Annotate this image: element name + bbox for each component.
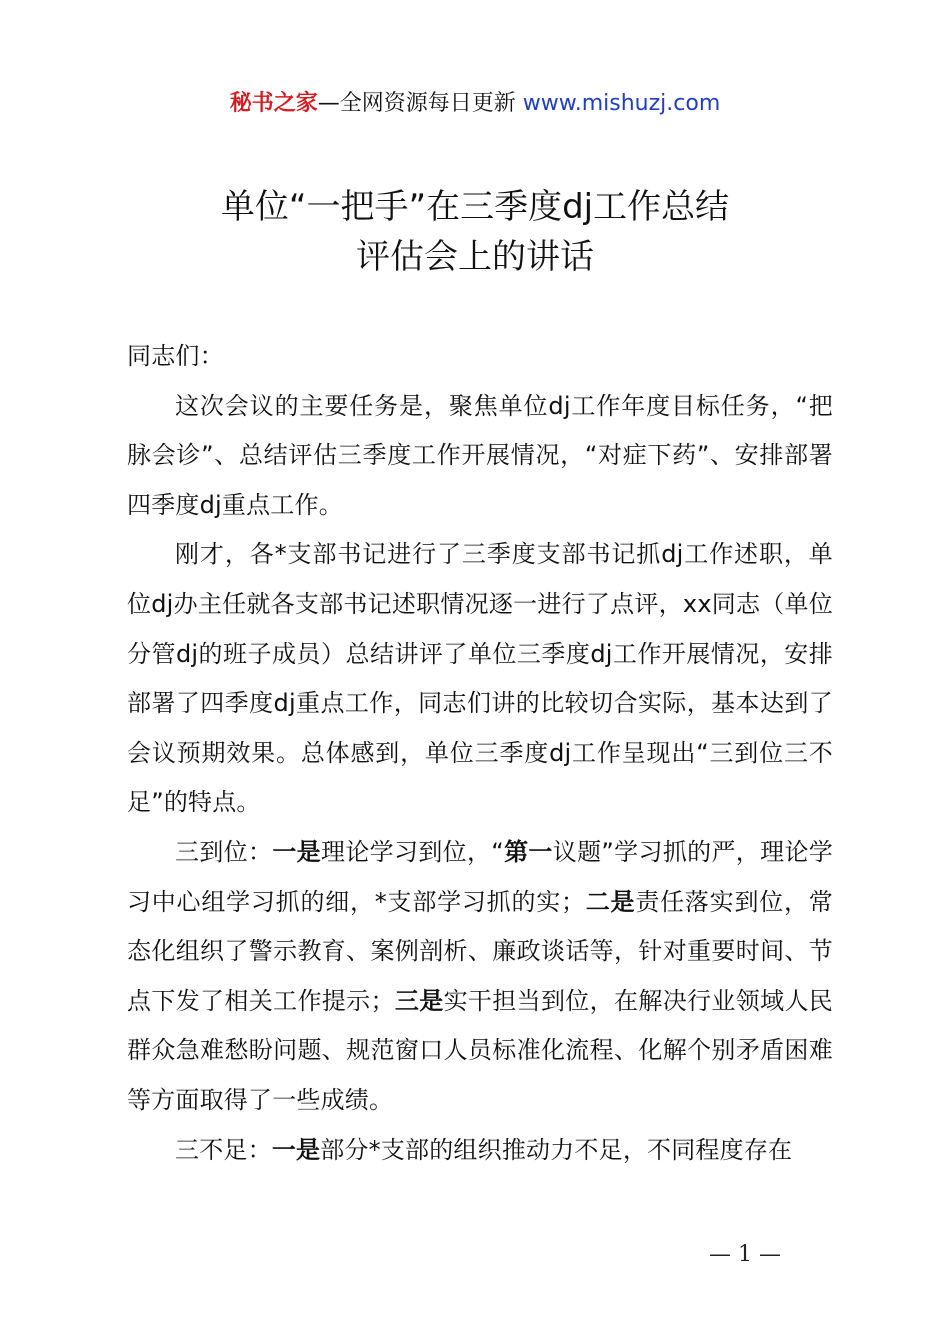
paragraph-4-text-1: 部分*支部的组织推动力不足，不同程度存在 (320, 1135, 793, 1164)
document-body (127, 332, 833, 1175)
paragraph-4-lead: 三不足： (175, 1135, 272, 1164)
paragraph-3-text-4: 实干担当到位，在解决行业领域人民群众急难愁盼问题、规范窗口人员标准化流程、化解个别矛盾困难等方面取得了一些成绩。 (127, 986, 834, 1114)
paragraph-2: 刚才，各*支部书记进行了三季度支部书记抓dj工作述职，单位dj办主任就各支部书记述职情况逐一进行了点评，xx同志（单位分管dj的班子成员）总结讲评了单位三季度dj工作开展情况，安排部署了四季度dj重点工作，同志们讲的比较切合实际，基本达到了会议预期效果。总体感到，单位三季度dj工作呈现出“三到位三不足”的特点。 (127, 540, 833, 817)
paragraph-3-bold-3: 二是 (585, 887, 636, 916)
site-slogan: —全网资源每日更新 (317, 91, 516, 116)
document-title-line1: 单位“一把手”在三季度dj工作总结 (220, 187, 730, 227)
paragraph-3-lead: 三到位： (175, 837, 273, 866)
site-header (0, 88, 950, 120)
site-url-link[interactable]: www.mishuzj.com (522, 91, 721, 116)
paragraph-3-bold-4: 三是 (394, 986, 444, 1015)
paragraph-3 (127, 828, 833, 1126)
paragraph-4-bold-1: 一是 (271, 1135, 321, 1164)
paragraph-3-text-2: 议题”学习抓的严，理论学习中心组学习抓的细，*支部学习抓的实； (127, 837, 833, 916)
paragraph-3-bold-2: 第一 (503, 837, 553, 866)
page-number: — 1 — (709, 1242, 781, 1267)
document-title-line2: 评估会上的讲话 (356, 237, 594, 277)
site-brand: 秘书之家 (229, 91, 318, 116)
paragraph-3-text-1: 理论学习到位，“ (321, 837, 504, 866)
paragraph-4 (127, 1126, 833, 1176)
paragraph-3-text-3: 责任落实到位，常态化组织了警示教育、案例剖析、廉政谈话等，针对重要时间、节点下发了相关工作提示； (127, 887, 833, 1015)
salutation: 同志们： (127, 342, 224, 370)
paragraph-1: 这次会议的主要任务是，聚焦单位dj工作年度目标任务，“把脉会诊”、总结评估三季度工作开展情况，“对症下药”、安排部署四季度dj重点工作。 (127, 391, 833, 519)
paragraph-3-bold-1: 一是 (272, 837, 321, 866)
